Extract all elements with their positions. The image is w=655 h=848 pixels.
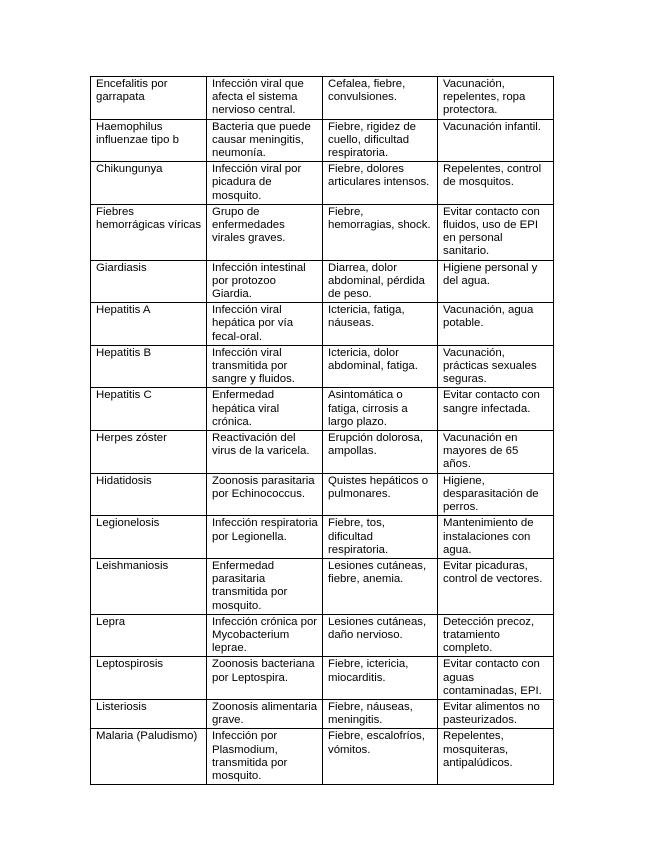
prevention-cell: Higiene personal y del agua. [438,260,554,303]
description-cell: Infección viral por picadura de mosquito. [207,162,323,205]
table-row [91,558,554,614]
disease-cell: Malaria (Paludismo) [91,729,207,785]
disease-cell: Listeriosis [91,699,207,728]
disease-cell: Hepatitis C [91,388,207,431]
table-row [91,657,554,700]
prevention-cell: Evitar picaduras, control de vectores. [438,558,554,614]
prevention-cell: Vacunación infantil. [438,119,554,162]
table-row [91,119,554,162]
prevention-cell: Vacunación, prácticas sexuales seguras. [438,345,554,388]
disease-cell: Hidatidosis [91,473,207,516]
disease-cell: Legionelosis [91,516,207,559]
disease-cell: Leishmaniosis [91,558,207,614]
description-cell: Infección viral hepática por vía fecal-oral. [207,303,323,346]
table-row [91,699,554,728]
symptoms-cell: Lesiones cutáneas, fiebre, anemia. [323,558,438,614]
disease-cell: Fiebres hemorrágicas víricas [91,204,207,260]
disease-cell: Hepatitis B [91,345,207,388]
description-cell: Enfermedad parasitaria transmitida por mosquito. [207,558,323,614]
description-cell: Infección viral que afecta el sistema nervioso central. [207,77,323,120]
prevention-cell: Repelentes, control de mosquitos. [438,162,554,205]
description-cell: Enfermedad hepática viral crónica. [207,388,323,431]
prevention-cell: Repelentes, mosquiteras, antipalúdicos. [438,729,554,785]
disease-cell: Hepatitis A [91,303,207,346]
table-row [91,388,554,431]
table-row [91,614,554,657]
description-cell: Infección crónica por Mycobacterium leprae. [207,614,323,657]
description-cell: Infección intestinal por protozoo Giardia. [207,260,323,303]
disease-cell: Haemophilus influenzae tipo b [91,119,207,162]
symptoms-cell: Cefalea, fiebre, convulsiones. [323,77,438,120]
symptoms-cell: Fiebre, dolores articulares intensos. [323,162,438,205]
symptoms-cell: Fiebre, rigidez de cuello, dificultad respiratoria. [323,119,438,162]
disease-cell: Lepra [91,614,207,657]
description-cell: Reactivación del virus de la varicela. [207,431,323,474]
table-row [91,345,554,388]
symptoms-cell: Ictericia, fatiga, náuseas. [323,303,438,346]
symptoms-cell: Asintomática o fatiga, cirrosis a largo plazo. [323,388,438,431]
description-cell: Zoonosis alimentaria grave. [207,699,323,728]
symptoms-cell: Ictericia, dolor abdominal, fatiga. [323,345,438,388]
symptoms-cell: Erupción dolorosa, ampollas. [323,431,438,474]
disease-cell: Giardiasis [91,260,207,303]
prevention-cell: Evitar contacto con fluidos, uso de EPI en personal sanitario. [438,204,554,260]
disease-cell: Chikungunya [91,162,207,205]
symptoms-cell: Fiebre, escalofríos, vómitos. [323,729,438,785]
table-row [91,473,554,516]
prevention-cell: Mantenimiento de instalaciones con agua. [438,516,554,559]
description-cell: Infección respiratoria por Legionella. [207,516,323,559]
table-row [91,303,554,346]
symptoms-cell: Fiebre, hemorragias, shock. [323,204,438,260]
table-row [91,729,554,785]
symptoms-cell: Quistes hepáticos o pulmonares. [323,473,438,516]
prevention-cell: Evitar alimentos no pasteurizados. [438,699,554,728]
prevention-cell: Evitar contacto con sangre infectada. [438,388,554,431]
prevention-cell: Evitar contacto con aguas contaminadas, EPI. [438,657,554,700]
prevention-cell: Vacunación en mayores de 65 años. [438,431,554,474]
prevention-cell: Higiene, desparasitación de perros. [438,473,554,516]
description-cell: Infección viral transmitida por sangre y fluidos. [207,345,323,388]
description-cell: Grupo de enfermedades virales graves. [207,204,323,260]
description-cell: Zoonosis bacteriana por Leptospira. [207,657,323,700]
symptoms-cell: Fiebre, tos, dificultad respiratoria. [323,516,438,559]
disease-cell: Leptospirosis [91,657,207,700]
description-cell: Bacteria que puede causar meningitis, neumonía. [207,119,323,162]
table-row [91,204,554,260]
table-row [91,162,554,205]
table-row [91,77,554,120]
prevention-cell: Vacunación, repelentes, ropa protectora. [438,77,554,120]
table-row [91,260,554,303]
description-cell: Infección por Plasmodium, transmitida por mosquito. [207,729,323,785]
symptoms-cell: Fiebre, náuseas, meningitis. [323,699,438,728]
symptoms-cell: Lesiones cutáneas, daño nervioso. [323,614,438,657]
description-cell: Zoonosis parasitaria por Echinococcus. [207,473,323,516]
table-row [91,516,554,559]
symptoms-cell: Fiebre, ictericia, miocarditis. [323,657,438,700]
disease-cell: Herpes zóster [91,431,207,474]
symptoms-cell: Diarrea, dolor abdominal, pérdida de peso. [323,260,438,303]
table-body [91,77,554,785]
disease-table [90,76,554,785]
table-row [91,431,554,474]
prevention-cell: Vacunación, agua potable. [438,303,554,346]
disease-cell: Encefalitis por garrapata [91,77,207,120]
prevention-cell: Detección precoz, tratamiento completo. [438,614,554,657]
